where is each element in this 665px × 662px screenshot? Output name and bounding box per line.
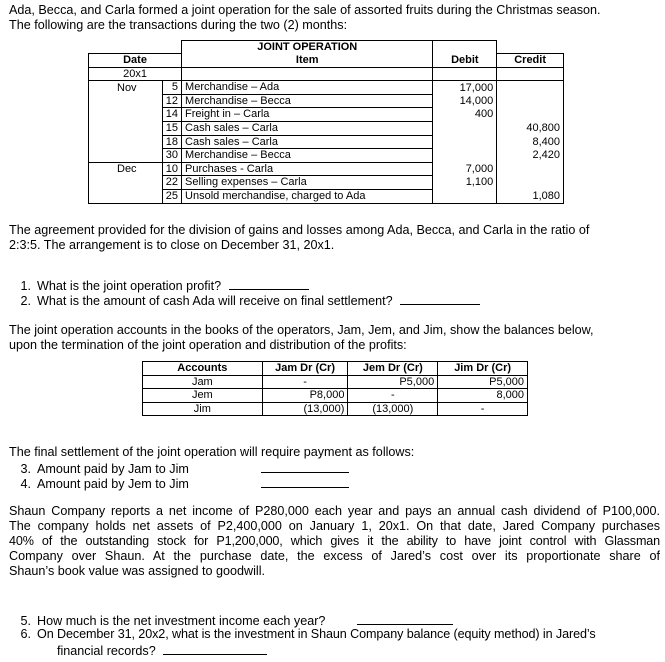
journal-item: Merchandise – Ada xyxy=(182,81,433,95)
date-header: Date xyxy=(89,54,182,68)
journal-row xyxy=(89,176,564,190)
account-name: Jim xyxy=(143,402,263,416)
journal-day: 10 xyxy=(162,162,181,176)
journal-credit: 1,080 xyxy=(497,190,564,204)
journal-month xyxy=(89,135,163,149)
question-6-continued: financial records? xyxy=(57,642,267,659)
journal-credit: 8,400 xyxy=(497,135,564,149)
journal-credit: 2,420 xyxy=(497,149,564,163)
answer-blank-4[interactable] xyxy=(261,475,349,488)
journal-row xyxy=(89,190,564,204)
accounts-intro-line-1: The joint operation accounts in the books of the operators, Jam, Jem, and Jim, show the balances below, xyxy=(9,323,594,337)
journal-debit: 400 xyxy=(433,108,497,122)
journal-month xyxy=(89,122,163,136)
account-name: Jem xyxy=(143,389,263,403)
debit-header: Debit xyxy=(433,54,497,68)
accounts-header: Jem Dr (Cr) xyxy=(348,362,438,376)
journal-month xyxy=(89,176,163,190)
credit-header: Credit xyxy=(497,54,564,68)
journal-debit xyxy=(433,190,497,204)
accounts-header: Jam Dr (Cr) xyxy=(262,362,348,376)
accounts-row xyxy=(143,375,528,389)
agreement-line-1: The agreement provided for the division of gains and losses among Ada, Becca, and Carla in the ratio of xyxy=(9,223,590,237)
answer-blank-3[interactable] xyxy=(261,460,349,473)
account-balance: - xyxy=(348,389,438,403)
question-2: 2. What is the amount of cash Ada will receive on final settlement? xyxy=(9,292,480,309)
journal-debit xyxy=(433,135,497,149)
journal-row xyxy=(89,122,564,136)
journal-credit xyxy=(497,176,564,190)
journal-item: Selling expenses – Carla xyxy=(182,176,433,190)
journal-item: Purchases - Carla xyxy=(182,162,433,176)
journal-row xyxy=(89,162,564,176)
journal-month xyxy=(89,190,163,204)
account-balance: (13,000) xyxy=(262,402,348,416)
year-cell: 20x1 xyxy=(89,67,182,81)
joint-operation-title: JOINT OPERATION xyxy=(182,41,433,54)
journal-credit xyxy=(497,94,564,108)
journal-month: Dec xyxy=(89,162,163,176)
intro-line-2: The following are the transactions during the two (2) months: xyxy=(9,18,348,32)
question-1: 1. What is the joint operation profit? xyxy=(9,277,309,294)
question-3: 3. Amount paid by Jam to Jim xyxy=(9,460,349,477)
journal-row xyxy=(89,149,564,163)
journal-day: 22 xyxy=(162,176,181,190)
journal-row xyxy=(89,135,564,149)
accounts-row xyxy=(143,389,528,403)
journal-item: Freight in – Carla xyxy=(182,108,433,122)
accounts-row xyxy=(143,402,528,416)
journal-debit xyxy=(433,122,497,136)
journal-month xyxy=(89,108,163,122)
question-4: 4. Amount paid by Jem to Jim xyxy=(9,475,349,492)
journal-debit: 1,100 xyxy=(433,176,497,190)
account-balance: P8,000 xyxy=(262,389,348,403)
question-6: 6. On December 31, 20x2, what is the investment in Shaun Company balance (equity method) in Jared’s xyxy=(20,627,596,641)
shaun-paragraph: Shaun Company reports a net income of P280,000 each year and pays an annual cash dividend of P100,000. The company holds net assets of P2,400,000 on January 1, 20x1. On that date, Jared Company purchases 40% of the outstanding stock for P1,200,000, which gives it the ability to have joint control with Glassman Company over Shaun. At the purchase date, the excess of Jared’s cost over its proportionate share of Shaun’s book value was assigned to goodwill. xyxy=(9,504,660,578)
account-balance: (13,000) xyxy=(348,402,438,416)
journal-month xyxy=(89,149,163,163)
accounts-intro-line-2: upon the termination of the joint operation and distribution of the profits: xyxy=(9,338,407,352)
journal-day: 30 xyxy=(162,149,181,163)
journal-credit xyxy=(497,162,564,176)
account-name: Jam xyxy=(143,375,263,389)
journal-credit xyxy=(497,108,564,122)
agreement-line-2: 2:3:5. The arrangement is to close on December 31, 20x1. xyxy=(9,238,335,252)
question-5: 5. How much is the net investment income each year? xyxy=(9,612,453,629)
journal-month: Nov xyxy=(89,81,163,95)
journal-month xyxy=(89,94,163,108)
journal-credit: 40,800 xyxy=(497,122,564,136)
account-balance: - xyxy=(438,402,528,416)
journal-day: 15 xyxy=(162,122,181,136)
journal-item: Unsold merchandise, charged to Ada xyxy=(182,190,433,204)
journal-row xyxy=(89,81,564,95)
answer-blank-2[interactable] xyxy=(400,292,480,305)
joint-operation-table xyxy=(88,40,564,204)
item-header: Item xyxy=(182,54,433,68)
journal-item: Cash sales – Carla xyxy=(182,122,433,136)
journal-row xyxy=(89,94,564,108)
journal-item: Merchandise – Becca xyxy=(182,149,433,163)
account-balance: 8,000 xyxy=(438,389,528,403)
account-balance: P5,000 xyxy=(348,375,438,389)
journal-day: 14 xyxy=(162,108,181,122)
accounts-header: Jim Dr (Cr) xyxy=(438,362,528,376)
account-balance: P5,000 xyxy=(438,375,528,389)
account-balance: - xyxy=(262,375,348,389)
journal-day: 5 xyxy=(162,81,181,95)
intro-line-1: Ada, Becca, and Carla formed a joint operation for the sale of assorted fruits during the Christmas season. xyxy=(9,3,601,17)
journal-debit xyxy=(433,149,497,163)
journal-day: 25 xyxy=(162,190,181,204)
journal-day: 12 xyxy=(162,94,181,108)
settlement-intro: The final settlement of the joint operation will require payment as follows: xyxy=(9,445,415,459)
answer-blank-6[interactable] xyxy=(163,642,267,655)
accounts-header: Accounts xyxy=(143,362,263,376)
operator-accounts-table xyxy=(142,361,528,416)
journal-item: Merchandise – Becca xyxy=(182,94,433,108)
journal-credit xyxy=(497,81,564,95)
journal-item: Cash sales – Carla xyxy=(182,135,433,149)
journal-day: 18 xyxy=(162,135,181,149)
journal-debit: 7,000 xyxy=(433,162,497,176)
answer-blank-5[interactable] xyxy=(357,612,453,625)
journal-debit: 14,000 xyxy=(433,94,497,108)
journal-debit: 17,000 xyxy=(433,81,497,95)
answer-blank-1[interactable] xyxy=(229,277,309,290)
journal-row xyxy=(89,108,564,122)
